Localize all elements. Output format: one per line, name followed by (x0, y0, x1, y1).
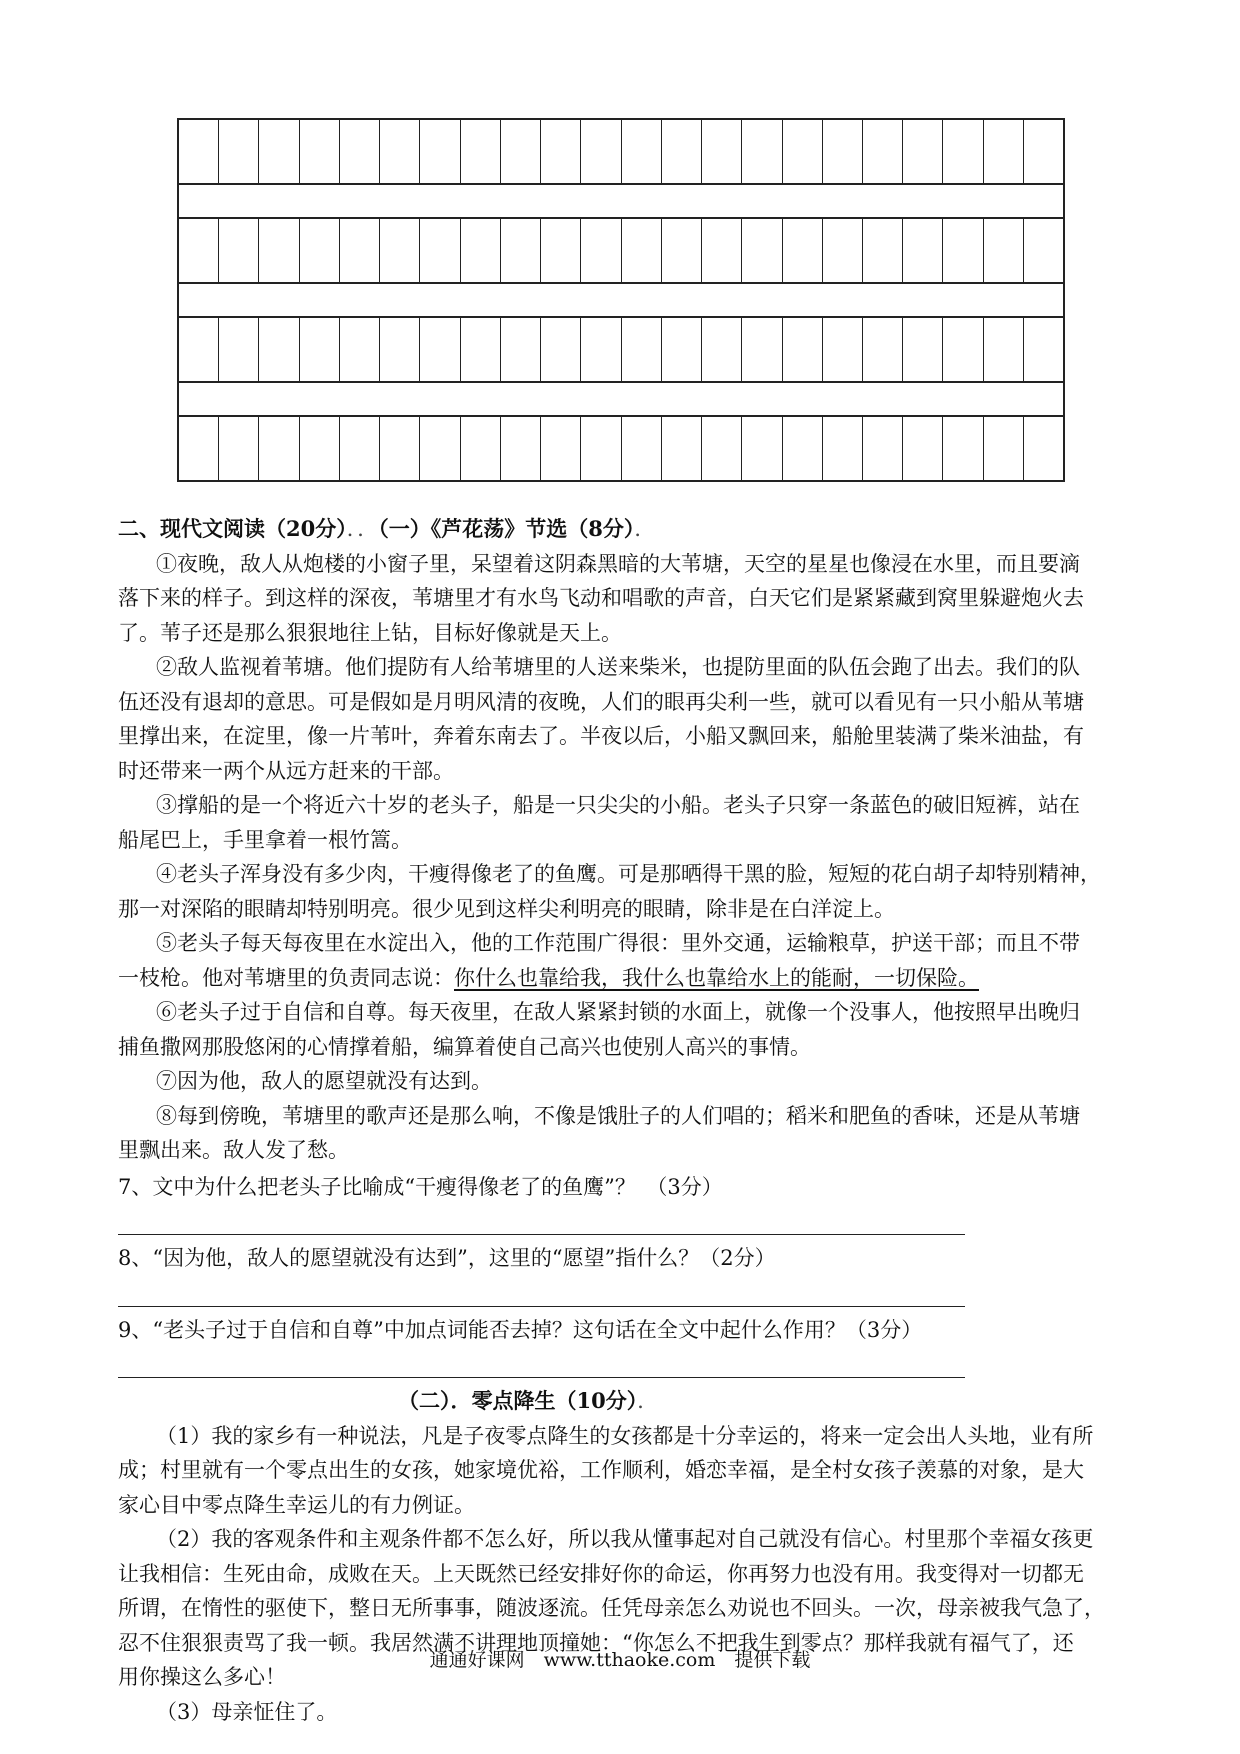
grid-cell[interactable] (300, 318, 340, 381)
grid-cell[interactable] (300, 219, 340, 282)
grid-cell[interactable] (340, 120, 380, 183)
grid-cell[interactable] (783, 219, 823, 282)
grid-cell[interactable] (662, 318, 702, 381)
grid-cell[interactable] (581, 120, 621, 183)
passage-line (118, 1099, 1123, 1134)
grid-spacer (177, 282, 1065, 316)
passage-text: 里飘出来。敌人发了愁。 (118, 1138, 349, 1162)
grid-row (177, 415, 1065, 480)
page-footer: 通通好课网 www.tthaoke.com 提供下载 (429, 1649, 811, 1671)
passage-text: 船尾巴上，手里拿着一根竹篙。 (118, 827, 412, 852)
answer-line-9[interactable] (118, 1347, 965, 1378)
grid-cell[interactable] (179, 417, 219, 480)
grid-cell[interactable] (662, 219, 702, 282)
grid-cell[interactable] (903, 120, 943, 183)
passage-text: 了。苇子还是那么狠狠地往上钻，目标好像就是天上。 (118, 620, 622, 645)
grid-cell[interactable] (823, 120, 863, 183)
grid-cell[interactable] (903, 219, 943, 282)
passage-line (118, 961, 1123, 996)
grid-cell[interactable] (461, 318, 501, 381)
grid-cell[interactable] (662, 120, 702, 183)
passage-text: 里撑出来，在淀里，像一片苇叶，奔着东南去了。半夜以后，小船又飘回来，船舱里装满了柴米油盐，有 (118, 724, 1084, 748)
grid-cell[interactable] (581, 219, 621, 282)
grid-cell[interactable] (662, 417, 702, 480)
subsection-heading: （二）．零点降生（10分）． (398, 1388, 659, 1413)
grid-cell[interactable] (863, 318, 903, 381)
grid-cell[interactable] (823, 318, 863, 381)
passage-line (118, 995, 1123, 1030)
grid-row (177, 118, 1065, 183)
grid-cell[interactable] (943, 120, 983, 183)
grid-cell[interactable] (541, 219, 581, 282)
grid-spacer (177, 183, 1065, 217)
grid-cell[interactable] (219, 318, 259, 381)
passage-line: 家心目中零点降生幸运儿的有力例证。 (118, 1492, 475, 1517)
grid-cell[interactable] (501, 417, 541, 480)
grid-cell[interactable] (461, 219, 501, 282)
passage-line: （2）我的客观条件和主观条件都不怎么好，所以我从懂事起对自己就没有信心。村里那个幸福女孩更 (156, 1527, 1094, 1551)
grid-cell[interactable] (259, 417, 299, 480)
writing-grid (177, 118, 1065, 482)
grid-cell[interactable] (541, 417, 581, 480)
passage-text: 那一对深陷的眼睛却特别明亮。很少见到这样尖利明亮的眼睛，除非是在白洋淀上。 (118, 896, 895, 921)
grid-row (177, 316, 1065, 381)
passage-line: （1）我的家乡有一种说法，凡是子夜零点降生的女孩都是十分幸运的，将来一定会出人头地，业有所 (156, 1423, 1094, 1448)
grid-cell[interactable] (943, 219, 983, 282)
grid-spacer (177, 381, 1065, 415)
grid-cell[interactable] (380, 417, 420, 480)
passage-line: 让我相信：生死由命，成败在天。上天既然已经安排好你的命运，你再努力也没有用。我变得对一切都无 (118, 1561, 1084, 1586)
passage-ling-dian-jiang-sheng (118, 1419, 1123, 1730)
grid-cell[interactable] (219, 219, 259, 282)
passage-line (118, 581, 1123, 616)
passage-line (118, 1064, 1123, 1099)
passage-line (118, 754, 1123, 789)
grid-cell[interactable] (420, 417, 460, 480)
grid-cell[interactable] (259, 219, 299, 282)
passage-line: （3）母亲怔住了。 (156, 1699, 338, 1724)
passage-text: ②敌人监视着苇塘。他们提防有人给苇塘里的人送来柴米，也提防里面的队伍会跑了出去。我们的队 (156, 655, 1080, 679)
grid-cell[interactable] (943, 417, 983, 480)
grid-cell[interactable] (179, 318, 219, 381)
grid-cell[interactable] (420, 120, 460, 183)
passage-line (118, 685, 1123, 720)
grid-bottom-border (177, 480, 1065, 482)
passage-line (118, 788, 1123, 823)
grid-cell[interactable] (179, 219, 219, 282)
grid-cell[interactable] (501, 219, 541, 282)
grid-cell[interactable] (461, 417, 501, 480)
grid-cell[interactable] (501, 318, 541, 381)
grid-cell[interactable] (783, 417, 823, 480)
grid-cell[interactable] (340, 417, 380, 480)
grid-cell[interactable] (702, 120, 742, 183)
grid-cell[interactable] (702, 318, 742, 381)
passage-line: 成；村里就有一个零点出生的女孩，她家境优裕，工作顺利，婚恋幸福，是全村女孩子羡慕的对象，是大 (118, 1458, 1084, 1482)
grid-cell[interactable] (863, 417, 903, 480)
grid-cell[interactable] (622, 417, 662, 480)
grid-cell[interactable] (863, 120, 903, 183)
passage-line: 忍不住狠狠责骂了我一顿。我居然满不讲理地顶撞她：“你怎么不把我生到零点？那样我就有福气了，还 (118, 1630, 1074, 1655)
grid-cell[interactable] (179, 120, 219, 183)
passage-text: 一枝枪。他对苇塘里的负责同志说： (118, 965, 454, 990)
grid-cell[interactable] (340, 219, 380, 282)
grid-cell[interactable] (380, 318, 420, 381)
grid-cell[interactable] (903, 318, 943, 381)
grid-cell[interactable] (702, 417, 742, 480)
passage-line (118, 616, 1123, 651)
grid-cell[interactable] (259, 120, 299, 183)
grid-cell[interactable] (501, 120, 541, 183)
passage-text: ①夜晚，敌人从炮楼的小窗子里，呆望着这阴森黑暗的大苇塘，天空的星星也像浸在水里，而且要滴 (156, 551, 1080, 576)
grid-cell[interactable] (984, 318, 1024, 381)
grid-cell[interactable] (622, 219, 662, 282)
passage-text: 伍还没有退却的意思。可是假如是月明风清的夜晚，人们的眼再尖利一些，就可以看见有一只小船从苇塘 (118, 689, 1084, 714)
grid-cell[interactable] (259, 318, 299, 381)
grid-cell[interactable] (984, 120, 1024, 183)
grid-cell[interactable] (783, 120, 823, 183)
passage-text: 捕鱼撒网那股悠闲的心情撑着船，编算着使自己高兴也使别人高兴的事情。 (118, 1034, 811, 1059)
passage-line (118, 857, 1123, 892)
grid-cell[interactable] (622, 120, 662, 183)
grid-cell[interactable] (984, 417, 1024, 480)
passage-text: ⑧每到傍晚，苇塘里的歌声还是那么响，不像是饿肚子的人们唱的；稻米和肥鱼的香味，还是从苇塘 (156, 1103, 1080, 1128)
answer-line-8[interactable] (118, 1276, 965, 1307)
question-8: 8、“因为他，敌人的愿望就没有达到”，这里的“愿望”指什么？（2分） (118, 1246, 776, 1270)
grid-cell[interactable] (742, 318, 782, 381)
passage-text: 时还带来一两个从远方赶来的干部。 (118, 758, 454, 783)
grid-cell[interactable] (461, 120, 501, 183)
passage-text: ④老头子浑身没有多少肉，干瘦得像老了的鱼鹰。可是那晒得干黑的脸，短短的花白胡子却特别精神， (156, 862, 1101, 886)
question-9: 9、“老头子过于自信和自尊”中加点词能否去掉？这句话在全文中起什么作用？（3分） (118, 1317, 923, 1342)
grid-cell[interactable] (1024, 417, 1063, 480)
reading-section (118, 512, 1123, 1729)
grid-cell[interactable] (1024, 318, 1063, 381)
grid-cell[interactable] (823, 417, 863, 480)
grid-cell[interactable] (1024, 219, 1063, 282)
grid-cell[interactable] (702, 219, 742, 282)
grid-cell[interactable] (622, 318, 662, 381)
passage-line (118, 719, 1123, 754)
grid-cell[interactable] (783, 318, 823, 381)
grid-cell[interactable] (541, 318, 581, 381)
grid-cell[interactable] (742, 120, 782, 183)
grid-cell[interactable] (943, 318, 983, 381)
grid-cell[interactable] (742, 219, 782, 282)
answer-line-7[interactable] (118, 1204, 965, 1235)
passage-line (118, 1133, 1123, 1168)
passage-text: ⑦因为他，敌人的愿望就没有达到。 (156, 1069, 492, 1093)
passage-line: 所谓，在惰性的驱使下，整日无所事事，随波逐流。任凭母亲怎么劝说也不回头。一次，母亲被我气急了， (118, 1596, 1105, 1620)
grid-cell[interactable] (1024, 120, 1063, 183)
passage-text: ⑤老头子每天每夜里在水淀出入，他的工作范围广得很：里外交通，运输粮草，护送干部；而且不带 (156, 931, 1080, 955)
passage-line: 用你操这么多心！ (118, 1665, 286, 1689)
underlined-sentence: 你什么也靠给我，我什么也靠给水上的能耐，一切保险。 (454, 965, 979, 990)
grid-cell[interactable] (300, 417, 340, 480)
passage-line (118, 926, 1123, 961)
question-7: 7、文中为什么把老头子比喻成“干瘦得像老了的鱼鹰”？ （3分） (118, 1174, 723, 1199)
passage-text: ⑥老头子过于自信和自尊。每天夜里，在敌人紧紧封锁的水面上，就像一个没事人，他按照早出晚归 (156, 1000, 1080, 1024)
grid-cell[interactable] (340, 318, 380, 381)
grid-cell[interactable] (984, 219, 1024, 282)
grid-row (177, 217, 1065, 282)
passage-text: 落下来的样子。到这样的深夜，苇塘里才有水鸟飞动和唱歌的声音，白天它们是紧紧藏到窝里躲避炮火去 (118, 586, 1084, 610)
passage-text: ③撑船的是一个将近六十岁的老头子，船是一只尖尖的小船。老头子只穿一条蓝色的破旧短裤，站在 (156, 793, 1080, 817)
grid-cell[interactable] (380, 120, 420, 183)
grid-cell[interactable] (541, 120, 581, 183)
grid-cell[interactable] (420, 318, 460, 381)
grid-cell[interactable] (300, 120, 340, 183)
grid-cell[interactable] (903, 417, 943, 480)
passage-line (118, 547, 1123, 582)
passage-line (118, 892, 1123, 927)
grid-cell[interactable] (380, 219, 420, 282)
passage-line (118, 650, 1123, 685)
section-heading: 二、现代文阅读（20分）．．（一）《芦花荡》节选（8分）． (118, 516, 656, 541)
grid-cell[interactable] (742, 417, 782, 480)
passage-line (118, 823, 1123, 858)
grid-cell[interactable] (219, 417, 259, 480)
passage-line (118, 1030, 1123, 1065)
passage-lu-hua-dang (118, 547, 1123, 1168)
grid-cell[interactable] (420, 219, 460, 282)
grid-cell[interactable] (581, 318, 621, 381)
grid-cell[interactable] (863, 219, 903, 282)
grid-cell[interactable] (823, 219, 863, 282)
grid-cell[interactable] (581, 417, 621, 480)
grid-cell[interactable] (219, 120, 259, 183)
